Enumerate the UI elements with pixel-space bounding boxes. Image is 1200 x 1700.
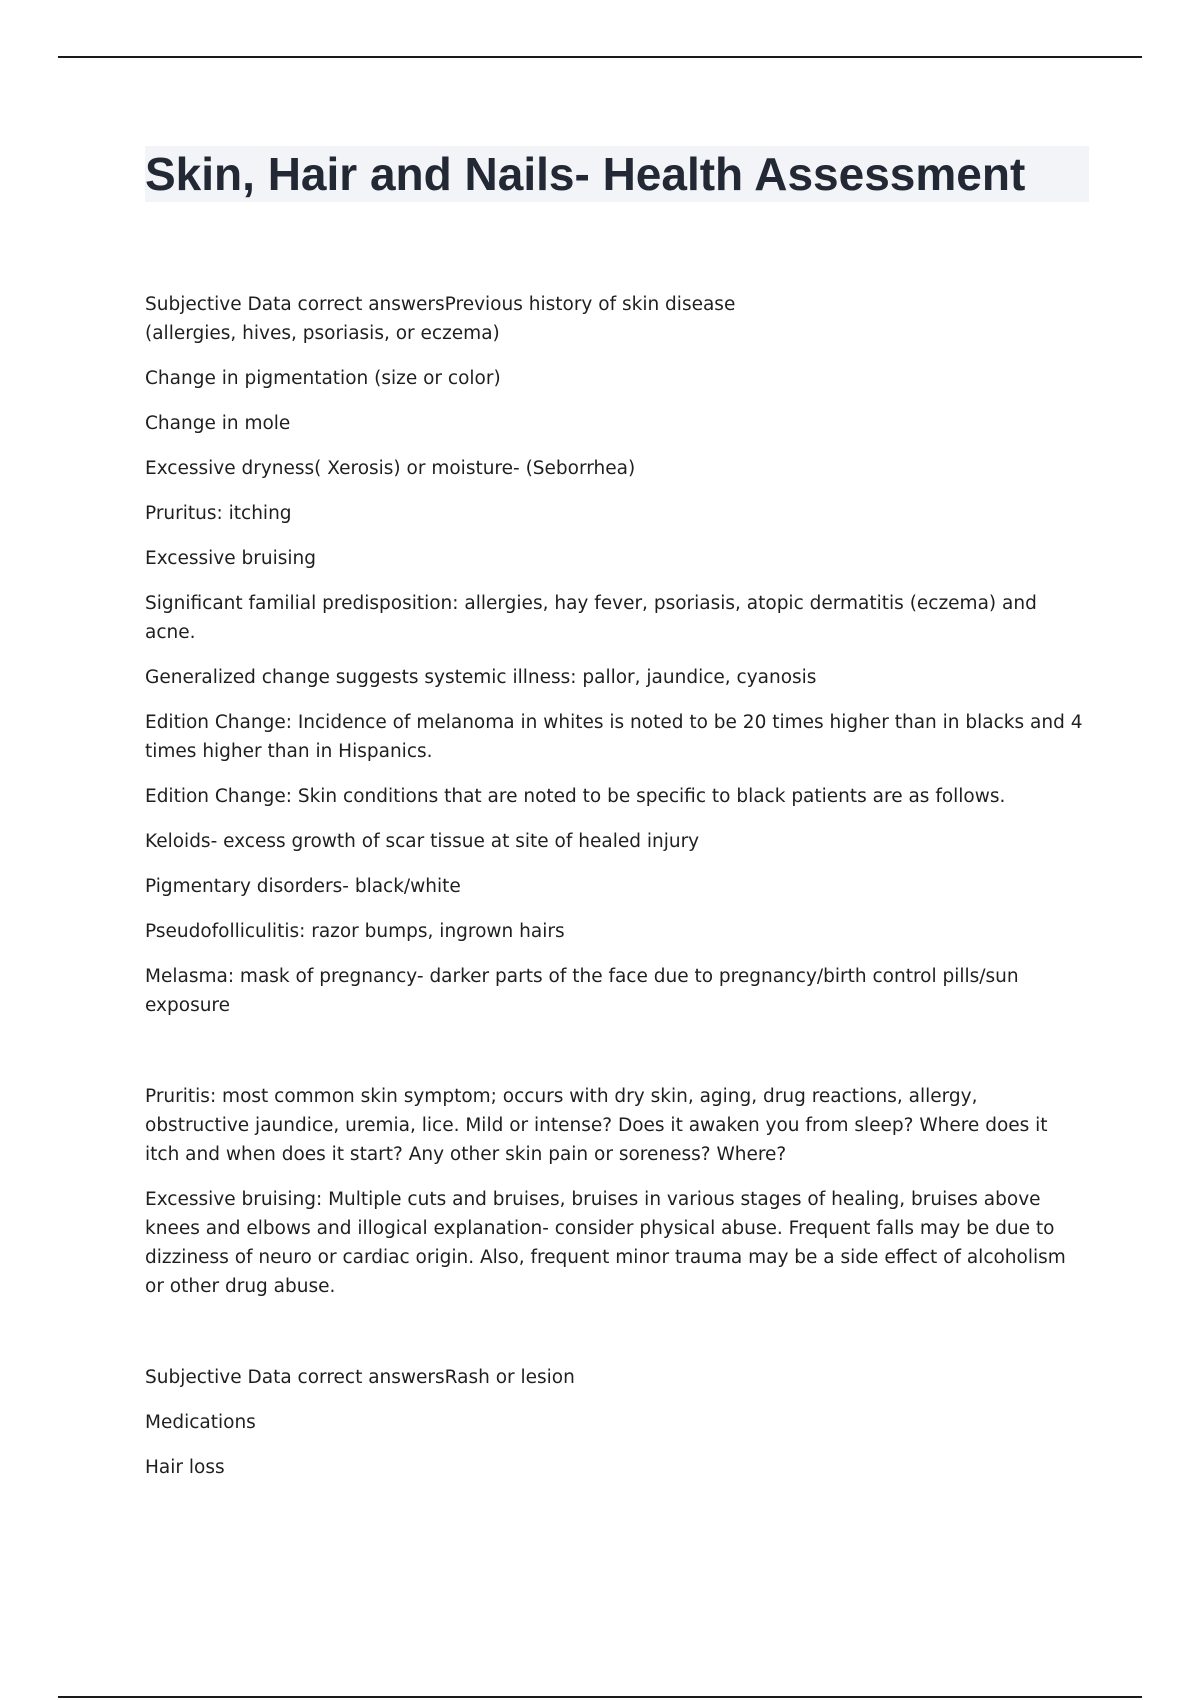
title-banner <box>145 146 1089 202</box>
section-explanations <box>145 1082 1085 1301</box>
paragraph: Pigmentary disorders- black/white <box>145 876 461 897</box>
paragraph: Medications <box>145 1412 256 1433</box>
document-body <box>145 290 1085 1498</box>
paragraph: Pseudofolliculitis: razor bumps, ingrown hairs <box>145 921 565 942</box>
section-gap <box>145 1317 1085 1363</box>
paragraph: Generalized change suggests systemic illness: pallor, jaundice, cyanosis <box>145 667 817 688</box>
paragraph: Significant familial predisposition: allergies, hay fever, psoriasis, atopic dermatitis (eczema) and acne. <box>145 593 1037 643</box>
paragraph: Edition Change: Skin conditions that are noted to be specific to black patients are as follows. <box>145 786 1006 807</box>
paragraph: Excessive bruising <box>145 548 316 569</box>
paragraph: Edition Change: Incidence of melanoma in whites is noted to be 20 times higher than in blacks and 4 times higher than in Hispanics. <box>145 712 1083 762</box>
paragraph: Excessive dryness( Xerosis) or moisture- (Seborrhea) <box>145 458 636 479</box>
paragraph: Keloids- excess growth of scar tissue at site of healed injury <box>145 831 700 852</box>
paragraph: (allergies, hives, psoriasis, or eczema) <box>145 323 500 344</box>
paragraph: Change in mole <box>145 413 291 434</box>
paragraph: Pruritis: most common skin symptom; occurs with dry skin, aging, drug reactions, allergy, obstructive jaundice, uremia, lice. Mild or intense? Does it awaken you from sleep? Where does it itch and when does it start? Any other skin pain or soreness? Where? <box>145 1086 1048 1165</box>
top-divider <box>58 56 1142 58</box>
paragraph: Subjective Data correct answersPrevious history of skin disease <box>145 294 736 315</box>
section-subjective-data-1 <box>145 290 1085 1020</box>
page-title: Skin, Hair and Nails- Health Assessment <box>145 148 1026 200</box>
bottom-divider <box>58 1696 1142 1698</box>
paragraph: Pruritus: itching <box>145 503 292 524</box>
paragraph: Change in pigmentation (size or color) <box>145 368 501 389</box>
section-gap <box>145 1036 1085 1082</box>
paragraph: Melasma: mask of pregnancy- darker parts of the face due to pregnancy/birth control pills/sun exposure <box>145 966 1019 1016</box>
paragraph: Hair loss <box>145 1457 225 1478</box>
section-subjective-data-2 <box>145 1363 1085 1482</box>
paragraph: Excessive bruising: Multiple cuts and bruises, bruises in various stages of healing, bruises above knees and elbows and illogical explanation- consider physical abuse. Frequent falls may be due to dizziness of neuro or cardiac origin. Also, frequent minor trauma may be a side effect of alcoholism or other drug abuse. <box>145 1189 1066 1297</box>
paragraph: Subjective Data correct answersRash or lesion <box>145 1367 575 1388</box>
